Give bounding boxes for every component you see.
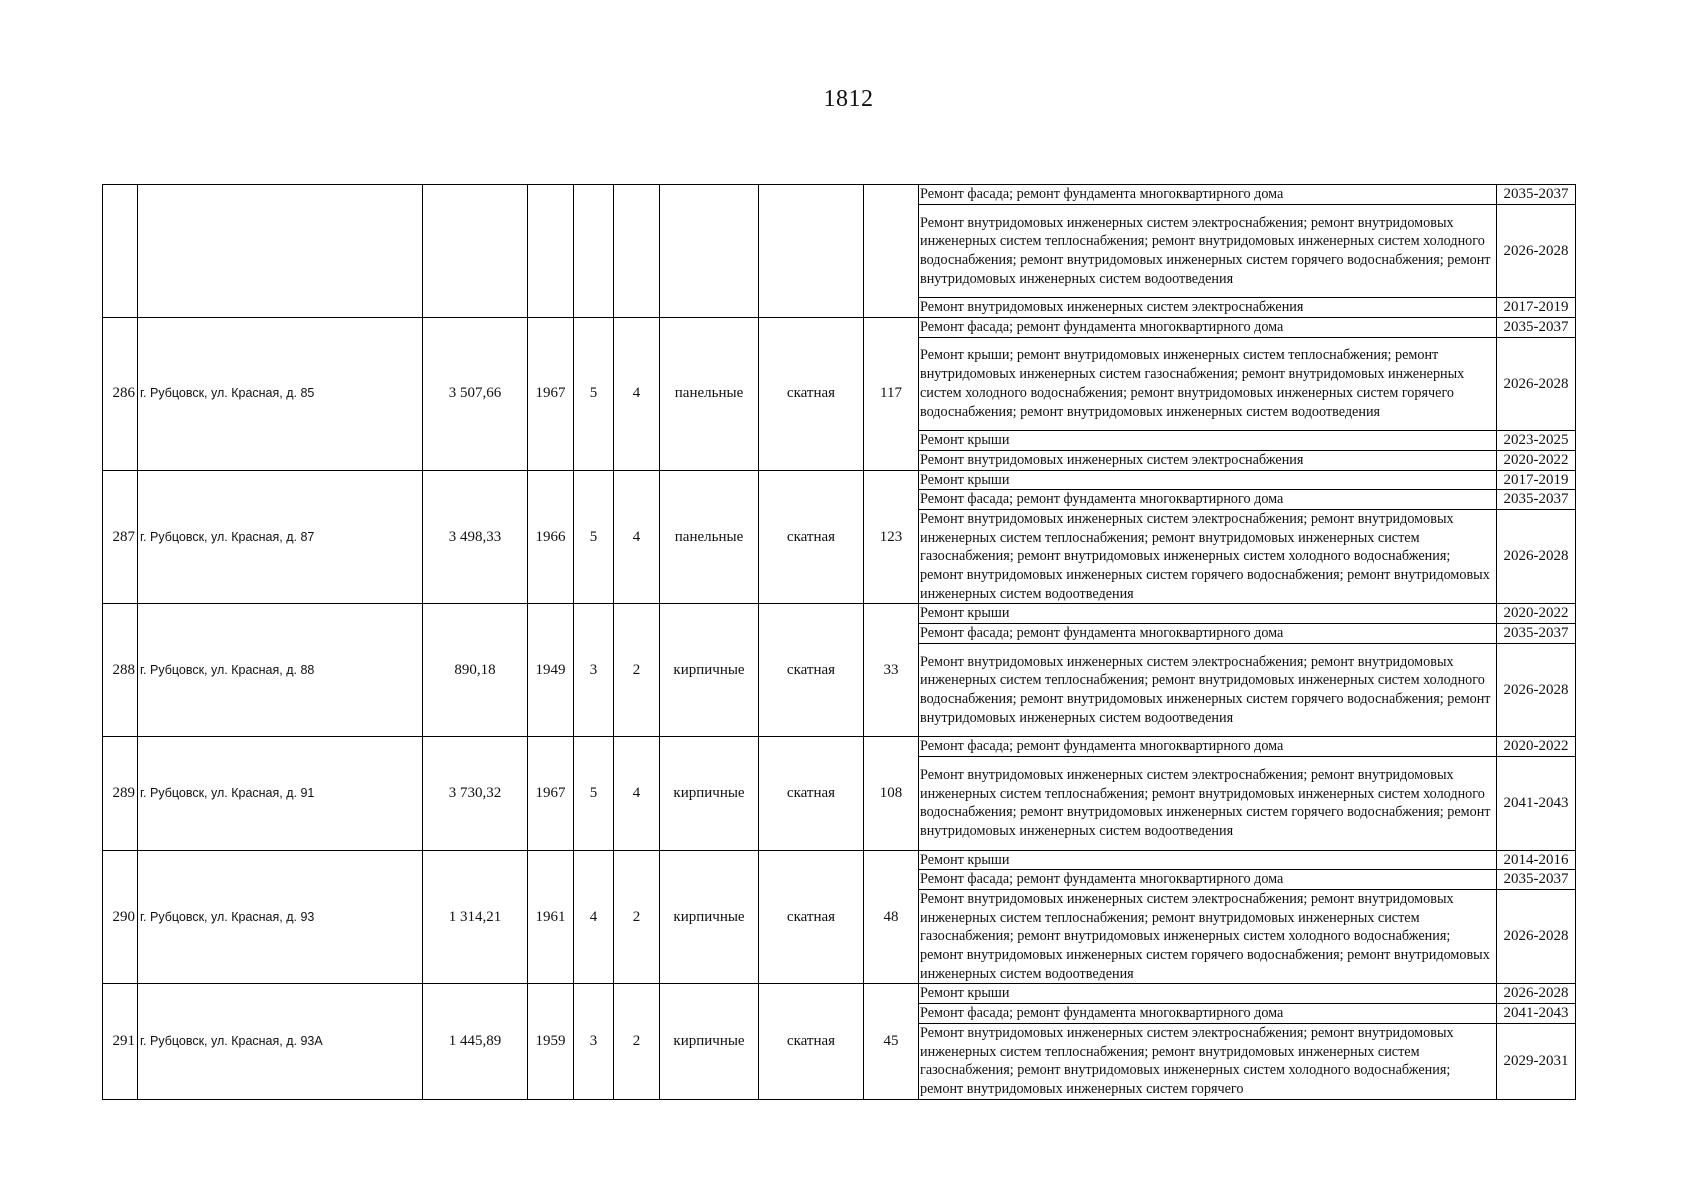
entrances-cell: 4 [614, 317, 660, 470]
work-period: 2020-2022 [1497, 450, 1576, 470]
table-body [103, 185, 1576, 1100]
residents-cell [864, 185, 919, 318]
record-number: 290 [103, 850, 138, 984]
work-period: 2026-2028 [1497, 889, 1576, 984]
table-row [103, 470, 1576, 490]
entrances-cell [614, 185, 660, 318]
work-description: Ремонт внутридомовых инженерных систем электроснабжения [919, 450, 1497, 470]
year-cell: 1961 [528, 850, 574, 984]
work-period: 2026-2028 [1497, 509, 1576, 604]
work-description: Ремонт внутридомовых инженерных систем электроснабжения; ремонт внутридомовых инженерных систем теплоснабжения; ремонт внутридомовых инженерных систем газоснабжения; ремонт внутридомовых инженерных систем холодного водоснабжения; ремонт внутридомовых инженерных систем горячего водоснабжения; ремонт внутридомовых инженерных систем водоотведения [919, 889, 1497, 984]
table-row [103, 737, 1576, 757]
work-period: 2041-2043 [1497, 1004, 1576, 1024]
residents-cell: 117 [864, 317, 919, 470]
entrances-cell: 2 [614, 850, 660, 984]
work-description: Ремонт внутридомовых инженерных систем электроснабжения; ремонт внутридомовых инженерных систем теплоснабжения; ремонт внутридомовых инженерных систем газоснабжения; ремонт внутридомовых инженерных систем холодного водоснабжения; ремонт внутридомовых инженерных систем горячего [919, 1023, 1497, 1099]
floors-cell: 5 [574, 737, 614, 850]
work-period: 2035-2037 [1497, 624, 1576, 644]
work-period: 2026-2028 [1497, 204, 1576, 298]
work-period: 2017-2019 [1497, 298, 1576, 318]
work-period: 2029-2031 [1497, 1023, 1576, 1099]
record-number: 291 [103, 984, 138, 1099]
record-number: 289 [103, 737, 138, 850]
entrances-cell: 4 [614, 737, 660, 850]
record-number: 286 [103, 317, 138, 470]
floors-cell: 5 [574, 317, 614, 470]
walls-cell: панельные [660, 317, 759, 470]
floors-cell: 5 [574, 470, 614, 604]
address-cell: г. Рубцовск, ул. Красная, д. 93 [138, 850, 423, 984]
roof-cell: скатная [759, 470, 864, 604]
roof-cell [759, 185, 864, 318]
floors-cell: 3 [574, 604, 614, 737]
floors-cell: 4 [574, 850, 614, 984]
area-cell: 3 730,32 [423, 737, 528, 850]
table-row [103, 984, 1576, 1004]
work-period: 2035-2037 [1497, 185, 1576, 205]
work-period: 2023-2025 [1497, 431, 1576, 451]
work-description: Ремонт внутридомовых инженерных систем электроснабжения; ремонт внутридомовых инженерных систем теплоснабжения; ремонт внутридомовых инженерных систем холодного водоснабжения; ремонт внутридомовых инженерных систем горячего водоснабжения; ремонт внутридомовых инженерных систем водоотведения [919, 204, 1497, 298]
work-description: Ремонт крыши [919, 984, 1497, 1004]
work-description: Ремонт фасада; ремонт фундамента многоквартирного дома [919, 1004, 1497, 1024]
year-cell: 1967 [528, 737, 574, 850]
work-description: Ремонт внутридомовых инженерных систем электроснабжения; ремонт внутридомовых инженерных систем теплоснабжения; ремонт внутридомовых инженерных систем холодного водоснабжения; ремонт внутридомовых инженерных систем горячего водоснабжения; ремонт внутридомовых инженерных систем водоотведения [919, 757, 1497, 851]
walls-cell: кирпичные [660, 850, 759, 984]
work-description: Ремонт фасада; ремонт фундамента многоквартирного дома [919, 870, 1497, 890]
work-description: Ремонт крыши [919, 470, 1497, 490]
walls-cell: кирпичные [660, 604, 759, 737]
year-cell: 1966 [528, 470, 574, 604]
area-cell: 890,18 [423, 604, 528, 737]
address-cell: г. Рубцовск, ул. Красная, д. 88 [138, 604, 423, 737]
year-cell: 1959 [528, 984, 574, 1099]
address-cell [138, 185, 423, 318]
address-cell: г. Рубцовск, ул. Красная, д. 85 [138, 317, 423, 470]
year-cell: 1967 [528, 317, 574, 470]
entrances-cell: 2 [614, 604, 660, 737]
work-description: Ремонт фасада; ремонт фундамента многоквартирного дома [919, 737, 1497, 757]
area-cell [423, 185, 528, 318]
year-cell [528, 185, 574, 318]
area-cell: 1 445,89 [423, 984, 528, 1099]
work-description: Ремонт внутридомовых инженерных систем электроснабжения [919, 298, 1497, 318]
walls-cell: панельные [660, 470, 759, 604]
work-period: 2020-2022 [1497, 604, 1576, 624]
work-description: Ремонт крыши; ремонт внутридомовых инженерных систем теплоснабжения; ремонт внутридомовых инженерных систем газоснабжения; ремонт внутридомовых инженерных систем холодного водоснабжения; ремонт внутридомовых инженерных систем горячего водоснабжения; ремонт внутридомовых инженерных систем водоотведения [919, 337, 1497, 431]
floors-cell: 3 [574, 984, 614, 1099]
work-description: Ремонт фасада; ремонт фундамента многоквартирного дома [919, 490, 1497, 510]
area-cell: 3 498,33 [423, 470, 528, 604]
work-period: 2026-2028 [1497, 984, 1576, 1004]
roof-cell: скатная [759, 604, 864, 737]
page-number: 1812 [823, 86, 874, 112]
roof-cell: скатная [759, 850, 864, 984]
work-period: 2026-2028 [1497, 643, 1576, 737]
work-description: Ремонт крыши [919, 604, 1497, 624]
walls-cell [660, 185, 759, 318]
work-description: Ремонт крыши [919, 850, 1497, 870]
entrances-cell: 2 [614, 984, 660, 1099]
residents-cell: 123 [864, 470, 919, 604]
roof-cell: скатная [759, 984, 864, 1099]
work-description: Ремонт крыши [919, 431, 1497, 451]
residents-cell: 48 [864, 850, 919, 984]
address-cell: г. Рубцовск, ул. Красная, д. 87 [138, 470, 423, 604]
year-cell: 1949 [528, 604, 574, 737]
walls-cell: кирпичные [660, 737, 759, 850]
entrances-cell: 4 [614, 470, 660, 604]
roof-cell: скатная [759, 737, 864, 850]
residents-cell: 108 [864, 737, 919, 850]
residents-cell: 33 [864, 604, 919, 737]
table-row [103, 317, 1576, 337]
record-number [103, 185, 138, 318]
work-description: Ремонт внутридомовых инженерных систем электроснабжения; ремонт внутридомовых инженерных систем теплоснабжения; ремонт внутридомовых инженерных систем газоснабжения; ремонт внутридомовых инженерных систем холодного водоснабжения; ремонт внутридомовых инженерных систем горячего водоснабжения; ремонт внутридомовых инженерных систем водоотведения [919, 509, 1497, 604]
housing-repair-table [102, 184, 1576, 1100]
area-cell: 3 507,66 [423, 317, 528, 470]
work-description: Ремонт фасада; ремонт фундамента многоквартирного дома [919, 185, 1497, 205]
work-period: 2035-2037 [1497, 490, 1576, 510]
address-cell: г. Рубцовск, ул. Красная, д. 91 [138, 737, 423, 850]
work-period: 2014-2016 [1497, 850, 1576, 870]
roof-cell: скатная [759, 317, 864, 470]
record-number: 287 [103, 470, 138, 604]
record-number: 288 [103, 604, 138, 737]
address-cell: г. Рубцовск, ул. Красная, д. 93А [138, 984, 423, 1099]
work-period: 2035-2037 [1497, 870, 1576, 890]
work-period: 2035-2037 [1497, 317, 1576, 337]
table-row [103, 185, 1576, 205]
work-period: 2017-2019 [1497, 470, 1576, 490]
work-description: Ремонт фасада; ремонт фундамента многоквартирного дома [919, 624, 1497, 644]
work-period: 2026-2028 [1497, 337, 1576, 431]
area-cell: 1 314,21 [423, 850, 528, 984]
floors-cell [574, 185, 614, 318]
work-description: Ремонт фасада; ремонт фундамента многоквартирного дома [919, 317, 1497, 337]
work-description: Ремонт внутридомовых инженерных систем электроснабжения; ремонт внутридомовых инженерных систем теплоснабжения; ремонт внутридомовых инженерных систем холодного водоснабжения; ремонт внутридомовых инженерных систем горячего водоснабжения; ремонт внутридомовых инженерных систем водоотведения [919, 643, 1497, 737]
table-row [103, 604, 1576, 624]
residents-cell: 45 [864, 984, 919, 1099]
work-period: 2041-2043 [1497, 757, 1576, 851]
work-period: 2020-2022 [1497, 737, 1576, 757]
table-row [103, 850, 1576, 870]
walls-cell: кирпичные [660, 984, 759, 1099]
